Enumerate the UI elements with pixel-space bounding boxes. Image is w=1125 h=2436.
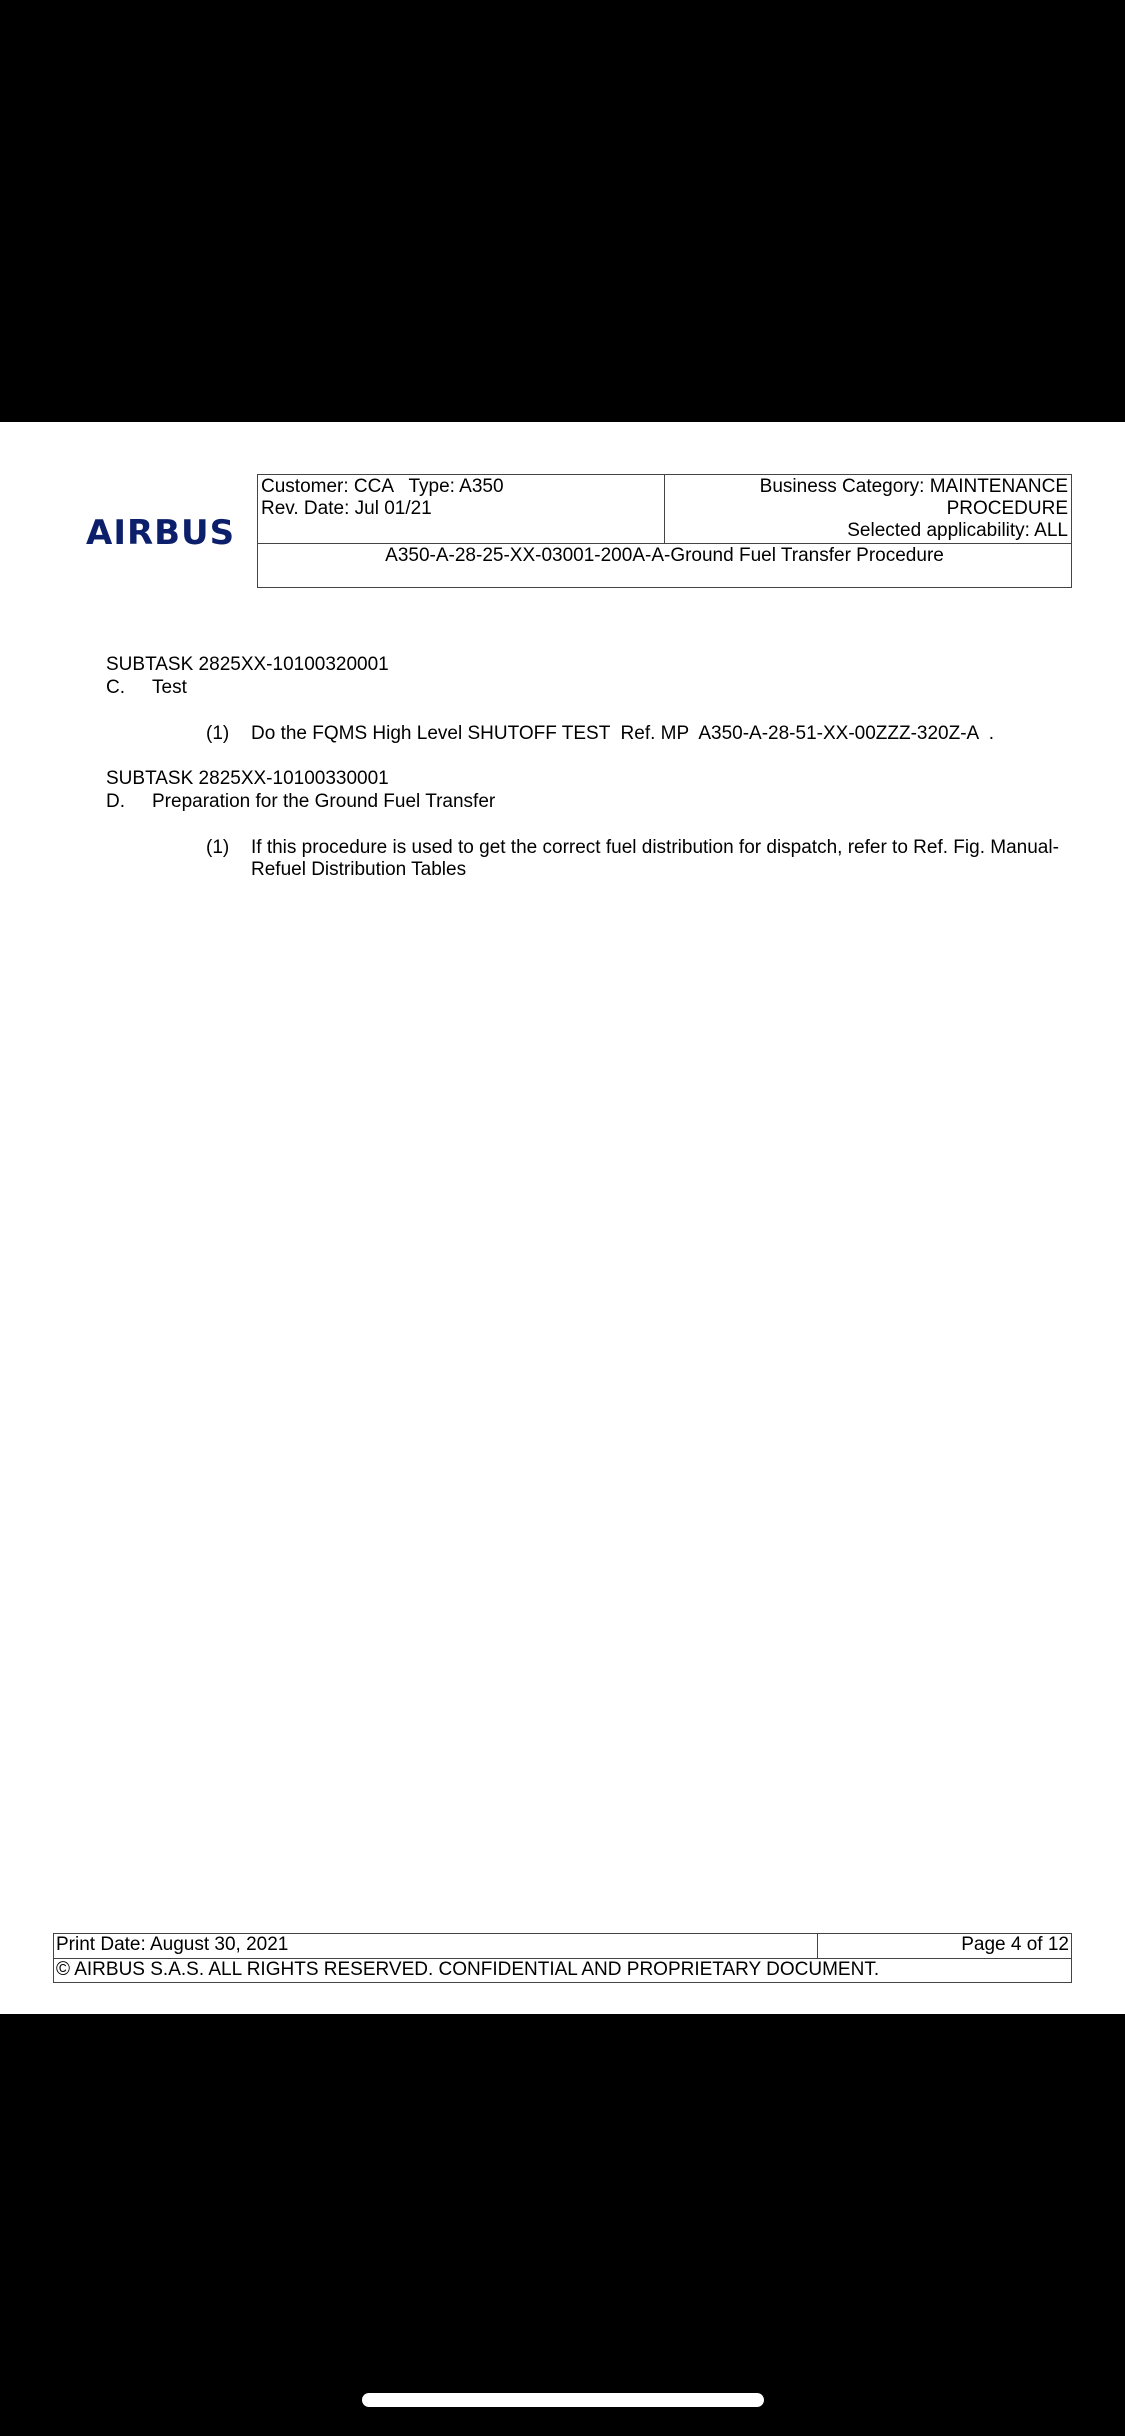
home-indicator[interactable] xyxy=(362,2393,764,2407)
print-date: Print Date: August 30, 2021 xyxy=(54,1934,818,1958)
business-category: Business Category: MAINTENANCE xyxy=(759,476,1068,497)
section-letter: D. xyxy=(106,791,125,812)
subtask-id: SUBTASK 2825XX-10100320001 xyxy=(106,654,389,675)
step-number: (1) xyxy=(206,723,230,744)
step-text: Do the FQMS High Level SHUTOFF TEST Ref. MP A350-A-28-51-XX-00ZZZ-320Z-A . xyxy=(251,723,995,744)
header-left-cell xyxy=(258,475,665,543)
document-page xyxy=(0,422,1125,2014)
copyright: © AIRBUS S.A.S. ALL RIGHTS RESERVED. CONFIDENTIAL AND PROPRIETARY DOCUMENT. xyxy=(54,1958,1071,1981)
step-number: (1) xyxy=(206,837,230,858)
page-number: Page 4 of 12 xyxy=(961,1934,1069,1955)
section-title: Test xyxy=(152,677,187,698)
footer-table xyxy=(53,1933,1072,1983)
customer-type: Customer: CCA Type: A350 xyxy=(261,476,504,497)
applicability: Selected applicability: ALL xyxy=(847,520,1068,541)
business-category-cont: PROCEDURE xyxy=(946,498,1068,519)
airbus-logo: AIRBUS xyxy=(86,513,236,553)
rev-date: Rev. Date: Jul 01/21 xyxy=(261,498,432,519)
section-title: Preparation for the Ground Fuel Transfer xyxy=(152,791,496,812)
header-right-cell xyxy=(665,475,1071,543)
step-text: If this procedure is used to get the correct fuel distribution for dispatch, refer to Ref. Fig. Manual-Refuel Distribution Tables xyxy=(251,837,1059,880)
subtask-id: SUBTASK 2825XX-10100330001 xyxy=(106,768,389,789)
section-letter: C. xyxy=(106,677,125,698)
document-title: A350-A-28-25-XX-03001-200A-A-Ground Fuel Transfer Procedure xyxy=(258,543,1071,567)
header-table xyxy=(257,474,1072,588)
